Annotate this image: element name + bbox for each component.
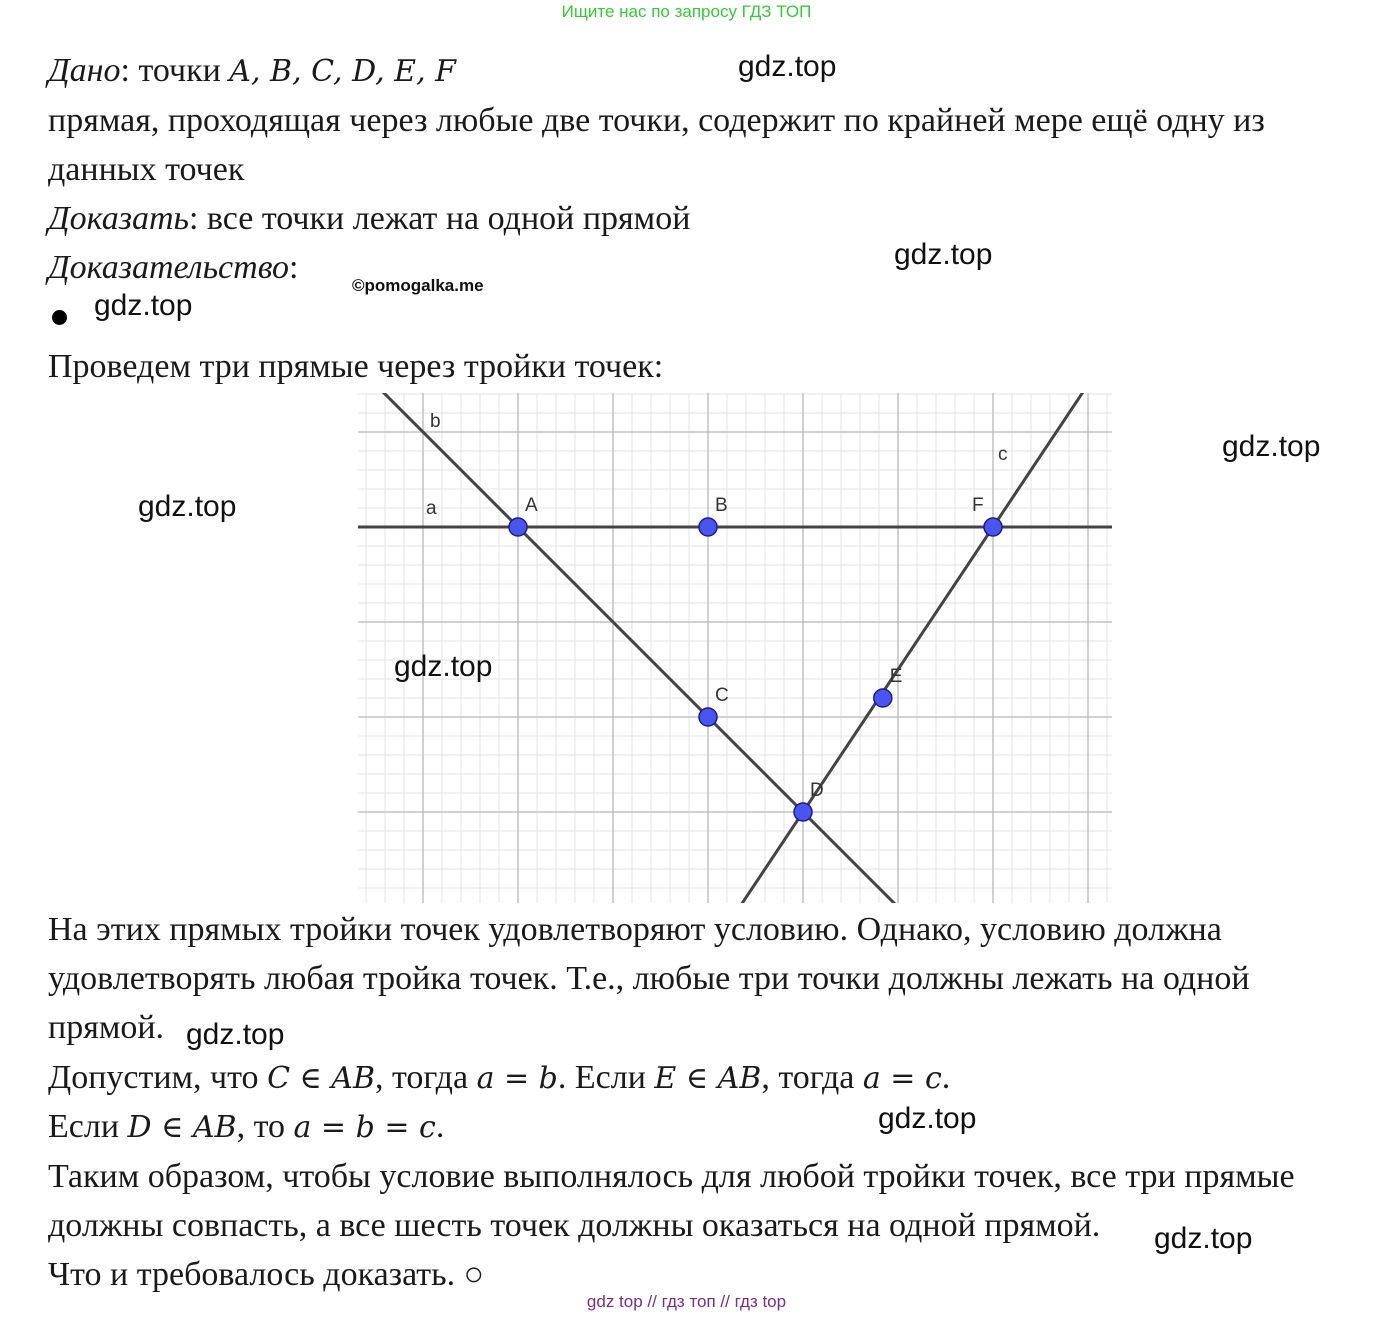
given-points: A, B, C, D, E, F [229,54,456,89]
point-label-B: B [715,495,728,516]
given-condition-line-2: данных точек [48,151,245,188]
point-A [509,518,527,536]
point-E [874,689,892,707]
gdz-watermark: gdz.top [738,50,837,83]
gdz-watermark: gdz.top [394,650,493,683]
point-label-C: C [715,685,729,706]
gdz-watermark: gdz.top [878,1102,977,1135]
line-label-b: b [430,411,441,432]
prove-label: Доказать [48,200,189,237]
proof-heading: Доказательство: [48,249,299,286]
proof-intro: Проведем три прямые через тройки точек: [48,348,664,385]
line-label-c: c [998,444,1008,465]
point-label-A: A [525,495,538,516]
proof-paragraph-1-line-2: удовлетворять любая тройка точек. Т.е., любые три точки должны лежать на одной [48,960,1250,997]
given-label: Дано [48,52,121,89]
geometry-figure [358,393,1112,903]
figure-grid [358,393,1112,903]
given-condition-line-1: прямая, проходящая через любые две точки, содержит по крайней мере ещё одну из [48,102,1265,139]
gdz-watermark: gdz.top [94,289,193,322]
proof-qed: Что и требовалось доказать. ○ [48,1256,485,1293]
point-label-E: E [889,666,903,687]
gdz-watermark: gdz.top [1222,430,1321,463]
line-label-a: a [426,498,437,519]
figure-points [509,518,1002,821]
prove-text: : все точки лежат на одной прямой [188,200,691,237]
point-F [984,518,1002,536]
gdz-watermark: gdz.top [138,490,237,523]
point-B [699,518,717,536]
search-hint-link[interactable]: Ищите нас по запросу ГДЗ ТОП [561,2,812,21]
footer-links[interactable]: gdz top // гдз топ // гдз top [586,1292,787,1311]
gdz-watermark: gdz.top [1154,1222,1253,1255]
proof-paragraph-4-line-2: должны совпасть, а все шесть точек должны оказаться на одной прямой. [48,1207,1101,1244]
given-prefix: : точки [120,52,230,89]
proof-paragraph-1-line-3: прямой. [48,1009,165,1046]
gdz-watermark: gdz.top [894,238,993,271]
point-label-D: D [810,780,824,801]
point-D [794,803,812,821]
proof-paragraph-3: Если D ∈ AB, то a = b = c. [48,1108,445,1145]
prove-line [48,199,690,239]
proof-paragraph-2: Допустим, что C ∈ AB, тогда a = b. Если E ∈ AB, тогда a = c. [48,1059,951,1096]
point-label-F: F [972,495,984,516]
bullet-dot [52,310,67,325]
proof-paragraph-4-line-1: Таким образом, чтобы условие выполнялось для любой тройки точек, все три прямые [48,1158,1295,1195]
given-line [48,51,456,92]
gdz-watermark: gdz.top [186,1018,285,1051]
point-C [699,708,717,726]
proof-label: Доказательство [48,249,290,286]
pomogalka-watermark: ©pomogalka.me [352,276,484,295]
proof-paragraph-1-line-1: На этих прямых тройки точек удовлетворяют условию. Однако, условию должна [48,911,1222,948]
